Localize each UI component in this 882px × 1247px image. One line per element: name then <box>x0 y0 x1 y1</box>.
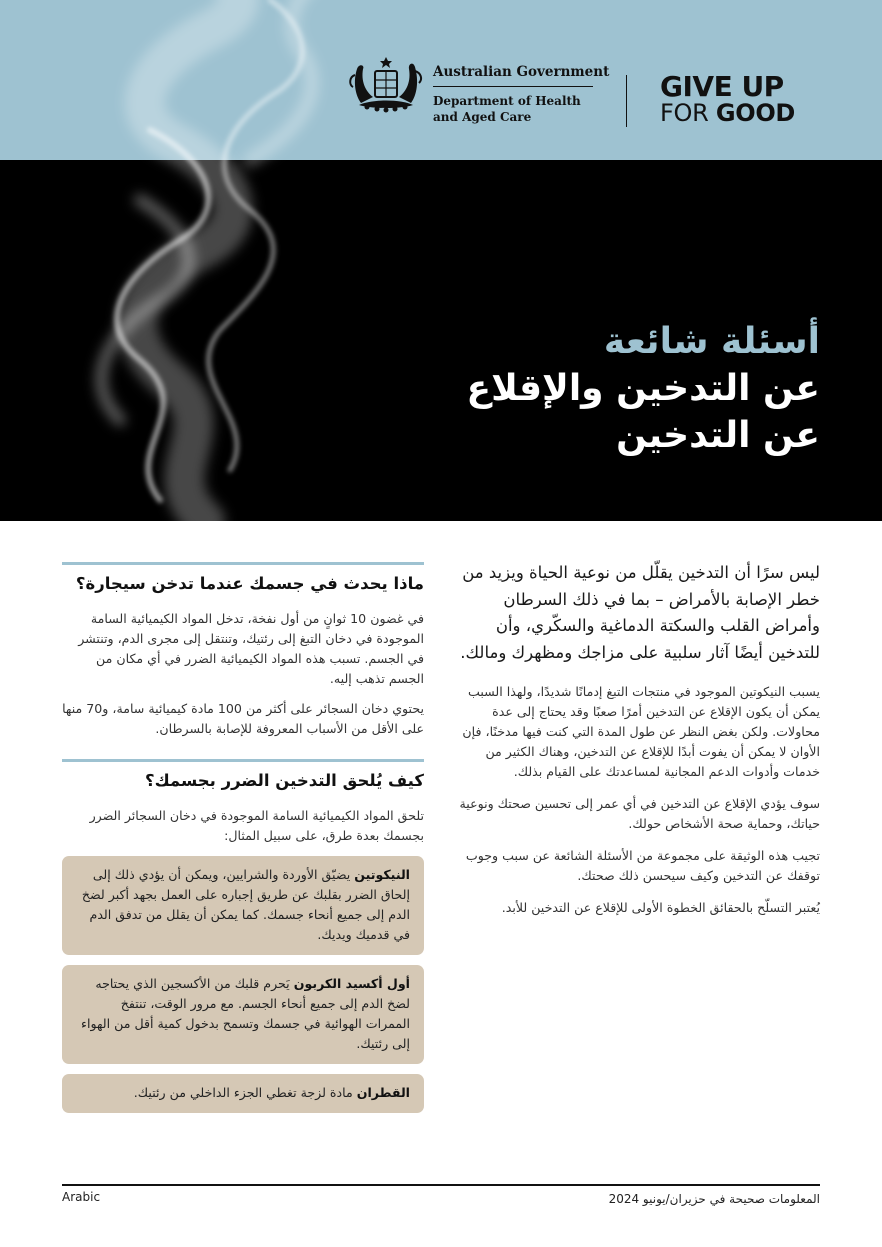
campaign-line-2 <box>660 100 795 126</box>
department-line-2: and Aged Care <box>433 110 532 124</box>
campaign-logo <box>660 70 796 127</box>
government-logo-text <box>433 64 610 125</box>
campaign-line-1: GIVE UP <box>660 70 784 103</box>
campaign-line-2-bold: GOOD <box>715 99 796 127</box>
body-paragraph: يسبب النيكوتين الموجود في منتجات التبغ إدمانًا شديدًا، ولهذا السبب يمكن أن يكون الإقلاع عن التدخين أمرًا صعبًا وقد يحتاج إلى عدة محاولات. ولكن بغض النظر عن طول المدة التي كنت فيها مدخنًا، فإن الأوان لا يمكن أن يفوت أبدًا للإقلاع عن التدخين، وهناك الكثير من خدمات وأدوات الدعم المجانية لمساعدتك على القيام بذلك. <box>462 684 820 779</box>
department-name <box>433 93 593 125</box>
info-box-text: يضيّق الأوردة والشرايين، ويمكن أن يؤدي ذلك إلى إلحاق الضرر بقلبك عن طريق إجباره على العمل بجهد أكبر لضخ الدم إلى جميع أنحاء جسمك. كما يمكن أن يقلل من تدفق الدم في قدميك ويديك. <box>81 867 410 942</box>
campaign-line-2-prefix: FOR <box>660 99 716 127</box>
section-intro: تلحق المواد الكيميائية السامة الموجودة في دخان السجائر الضرر بجسمك بعدة طرق، على سبيل المثال: <box>89 808 424 843</box>
title-line-2: عن التدخين والإقلاع <box>466 368 820 409</box>
section-divider <box>62 562 424 565</box>
section-paragraph: يحتوي دخان السجائر على أكثر من 100 مادة كيميائية سامة، و70 منها على الأقل من الأسباب المعروفة للإصابة بالسرطان. <box>62 701 424 736</box>
government-name: Australian Government <box>433 64 593 87</box>
body-paragraph: يُعتبر التسلّح بالحقائق الخطوة الأولى للإقلاع عن التدخين للأبد. <box>501 900 820 915</box>
info-box-carbon-monoxide <box>62 965 424 1064</box>
section-heading: ماذا يحدث في جسمك عندما تدخن سيجارة؟ <box>75 574 424 593</box>
section-heading: كيف يُلحق التدخين الضرر بجسمك؟ <box>145 771 424 790</box>
info-box-term: القطران <box>356 1085 410 1100</box>
body-paragraph: سوف يؤدي الإقلاع عن التدخين في أي عمر إلى تحسين صحتك ونوعية حياتك، وحماية صحة الأشخاص حولك. <box>459 796 820 831</box>
right-column <box>458 560 820 930</box>
footer-language: Arabic <box>62 1190 101 1204</box>
body-paragraph: تجيب هذه الوثيقة على مجموعة من الأسئلة الشائعة عن سبب وجوب توقفك عن التدخين وكيف سيحسن ذلك صحتك. <box>465 848 820 883</box>
info-box-text: مادة لزجة تغطي الجزء الداخلي من رئتيك. <box>133 1085 357 1100</box>
footer-divider <box>62 1184 820 1186</box>
info-box-term: النيكوتين <box>354 867 410 882</box>
info-box-tar <box>62 1074 424 1113</box>
section-paragraph: في غضون 10 ثوانٍ من أول نفخة، تدخل المواد الكيميائية السامة الموجودة في دخان التبغ إلى رئتيك، وتنتقل إلى مجرى الدم، وتنتشر في الجسم. تسبب هذه المواد الكيميائية الضرر في أي مكان من الجسم تذهب إليه. <box>78 611 424 686</box>
title-line-3: عن التدخين <box>616 415 820 456</box>
logo-divider <box>626 75 627 127</box>
department-line-1: Department of Health <box>433 94 581 108</box>
footer-date-note: المعلومات صحيحة في حزيران/يونيو 2024 <box>608 1192 820 1206</box>
info-box-nicotine <box>62 856 424 955</box>
coat-of-arms-icon <box>345 55 427 113</box>
page-title <box>360 318 820 459</box>
intro-paragraph: ليس سرًا أن التدخين يقلّل من نوعية الحياة ويزيد من خطر الإصابة بالأمراض – بما في ذلك السرطان وأمراض القلب والسكتة الدماغية والسكّري، وأن للتدخين أيضًا آثار سلبية على مزاجك ومظهرك ومالك. <box>460 563 820 662</box>
left-column <box>62 562 424 1123</box>
section-divider <box>62 759 424 762</box>
info-box-term: أول أكسيد الكربون <box>293 976 410 991</box>
title-line-1: أسئلة شائعة <box>603 321 820 362</box>
info-box-text: يَحرم قلبك من الأكسجين الذي يحتاجه لضخ الدم إلى جميع أنحاء الجسم. مع مرور الوقت، تنتفخ الممرات الهوائية في جسمك وتسمح بدخول كمية أقل من الهواء إلى رئتيك. <box>81 976 410 1051</box>
